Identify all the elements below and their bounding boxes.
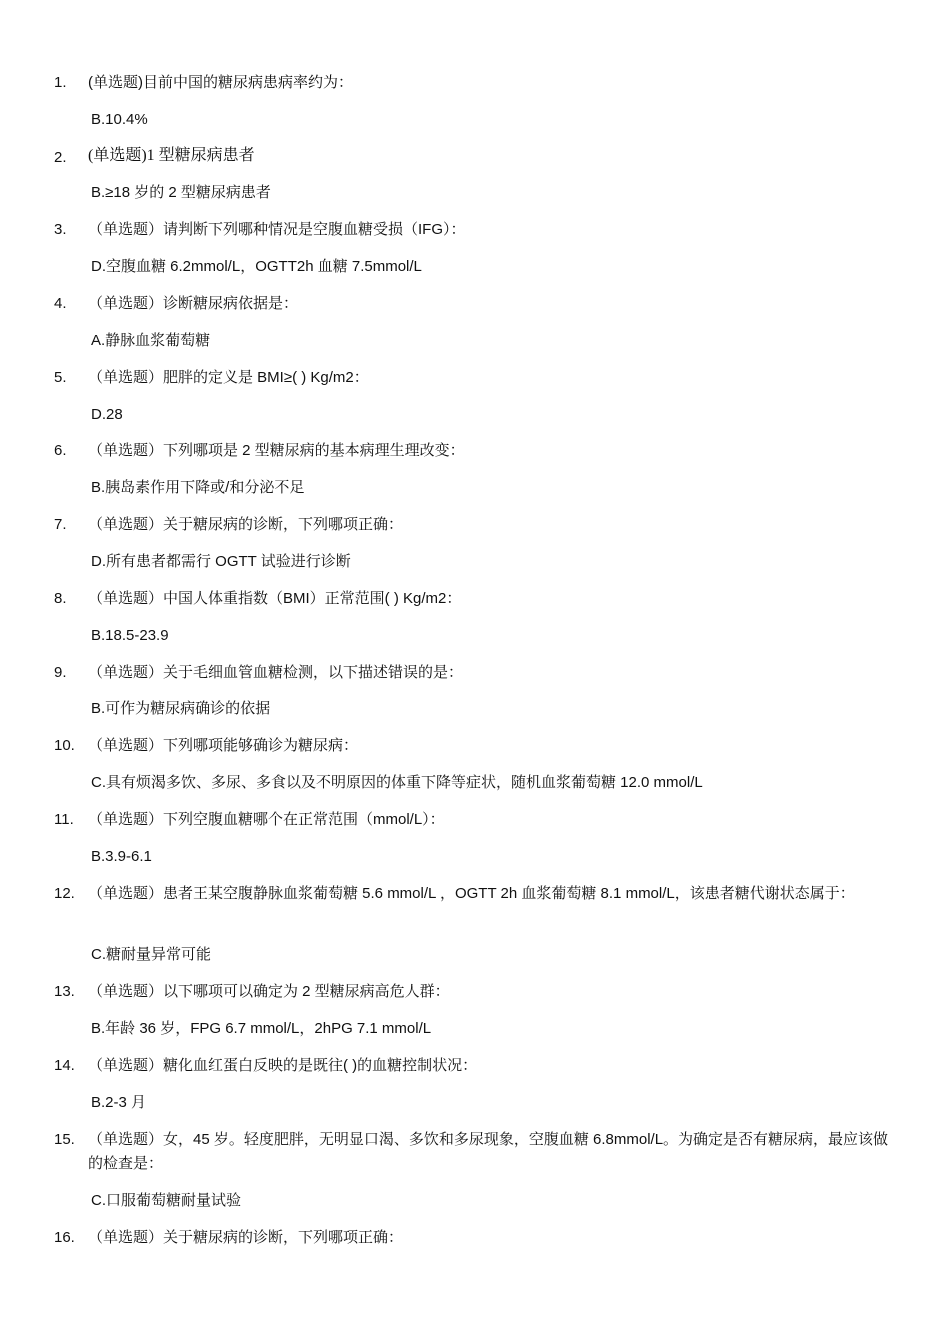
question-number: 9. <box>54 664 67 681</box>
question-text: （单选题）肥胖的定义是 BMI≥( ) Kg/m2： <box>88 369 369 386</box>
question-number: 12. <box>54 885 75 902</box>
answer-text: D.所有患者都需行 OGTT 试验进行诊断 <box>91 553 351 570</box>
question-number: 11. <box>54 811 74 828</box>
question-number: 4. <box>54 295 67 312</box>
question-number: 8. <box>54 590 67 607</box>
answer-text: B.可作为糖尿病确诊的依据 <box>91 700 271 717</box>
question-text: （单选题）女，45 岁。轻度肥胖，无明显口渴、多饮和多尿现象，空腹血糖 6.8mmol/L。为确定是否有糖尿病，最应该做的检查是： <box>88 1131 889 1172</box>
question-number: 2. <box>54 149 67 166</box>
question-text: （单选题）下列哪项能够确诊为糖尿病： <box>88 737 359 754</box>
answer-text: C.糖耐量异常可能 <box>91 946 212 963</box>
question-text: （单选题）患者王某空腹静脉血浆葡萄糖 5.6 mmol/L ，OGTT 2h 血浆葡萄糖 8.1 mmol/L，该患者糖代谢状态属于： <box>88 885 855 902</box>
question-text: （单选题）诊断糖尿病依据是： <box>88 295 299 312</box>
question-text: （单选题）糖化血红蛋白反映的是既往( )的血糖控制状况： <box>88 1057 478 1074</box>
question-number: 10. <box>54 737 75 754</box>
question-text: （单选题）以下哪项可以确定为 2 型糖尿病高危人群： <box>88 983 450 1000</box>
answer-text: B.2-3 月 <box>91 1094 147 1111</box>
answer-text: C.具有烦渴多饮、多尿、多食以及不明原因的体重下降等症状，随机血浆葡萄糖 12.0 mmol/L <box>91 774 703 791</box>
answer-text: D.空腹血糖 6.2mmol/L，OGTT2h 血糖 7.5mmol/L <box>91 258 422 275</box>
question-text: (单选题)1 型糖尿病患者 <box>88 147 255 164</box>
question-number: 6. <box>54 442 67 459</box>
answer-text: B.10.4% <box>91 111 148 128</box>
question-text: （单选题）下列空腹血糖哪个在正常范围（mmol/L）： <box>88 811 445 828</box>
answer-text: B.胰岛素作用下降或/和分泌不足 <box>91 479 305 496</box>
question-text: （单选题）关于毛细血管血糖检测，以下描述错误的是： <box>88 664 464 681</box>
question-text: （单选题）关于糖尿病的诊断，下列哪项正确： <box>88 516 404 533</box>
answer-text: B.年龄 36 岁，FPG 6.7 mmol/L，2hPG 7.1 mmol/L <box>91 1020 432 1037</box>
answer-text: B.18.5-23.9 <box>91 627 169 644</box>
question-number: 15. <box>54 1131 75 1148</box>
question-number: 3. <box>54 221 67 238</box>
question-text: (单选题)目前中国的糖尿病患病率约为： <box>88 74 353 91</box>
question-text: （单选题）关于糖尿病的诊断，下列哪项正确： <box>88 1229 404 1246</box>
question-number: 1. <box>54 74 67 91</box>
answer-text: C.口服葡萄糖耐量试验 <box>91 1192 242 1209</box>
question-text: （单选题）请判断下列哪种情况是空腹血糖受损（IFG）： <box>88 221 466 238</box>
question-text: （单选题）下列哪项是 2 型糖尿病的基本病理生理改变： <box>88 442 465 459</box>
question-number: 7. <box>54 516 67 533</box>
question-text: （单选题）中国人体重指数（BMI）正常范围( ) Kg/m2： <box>88 590 462 607</box>
answer-text: B.3.9-6.1 <box>91 848 152 865</box>
answer-text: B.≥18 岁的 2 型糖尿病患者 <box>91 184 271 201</box>
question-number: 5. <box>54 369 67 386</box>
question-number: 16. <box>54 1229 75 1246</box>
question-number: 14. <box>54 1057 75 1074</box>
answer-text: A.静脉血浆葡萄糖 <box>91 332 211 349</box>
question-number: 13. <box>54 983 75 1000</box>
answer-text: D.28 <box>91 406 123 423</box>
